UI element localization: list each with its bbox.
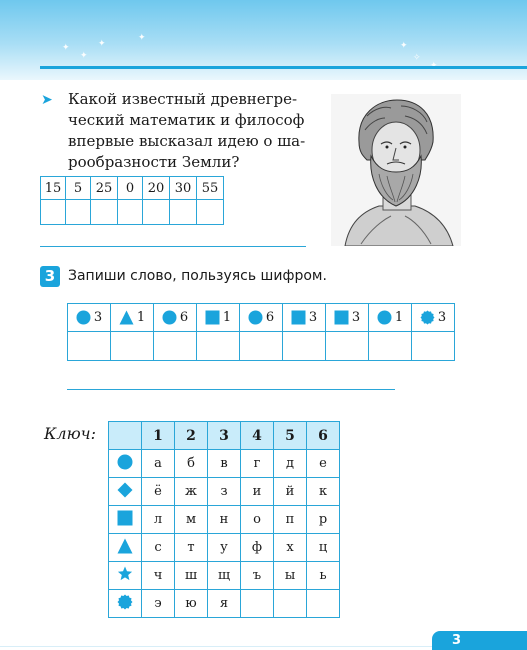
diamond-icon xyxy=(117,482,133,498)
key-letter-cell: х xyxy=(274,534,307,562)
letter-answer-cell[interactable] xyxy=(66,200,91,225)
key-letter-cell: т xyxy=(175,534,208,562)
key-letter-cell: ш xyxy=(175,562,208,590)
key-row xyxy=(109,534,340,562)
key-letter-cell: о xyxy=(241,506,274,534)
key-letter-cell: у xyxy=(208,534,241,562)
key-row xyxy=(109,562,340,590)
number-cell: 25 xyxy=(91,177,118,200)
cipher-number: 1 xyxy=(394,310,404,325)
letter-answer-cell[interactable] xyxy=(170,200,197,225)
key-letter-cell xyxy=(307,590,340,618)
number-answer-table xyxy=(40,176,224,225)
key-label: Ключ: xyxy=(44,424,96,443)
cipher-number: 3 xyxy=(93,310,103,325)
letter-answer-cell[interactable] xyxy=(91,200,118,225)
star-icon: ✦ xyxy=(62,43,70,53)
gear-icon xyxy=(420,310,435,325)
key-letter-cell: с xyxy=(142,534,175,562)
key-shape-cell xyxy=(109,562,142,590)
cipher-number: 1 xyxy=(222,310,232,325)
circle-icon xyxy=(248,310,263,325)
cipher-number: 1 xyxy=(136,310,146,325)
key-letter-cell: й xyxy=(274,478,307,506)
letter-answer-cell[interactable] xyxy=(118,200,143,225)
cipher-table xyxy=(67,303,455,361)
key-letter-cell: я xyxy=(208,590,241,618)
cipher-answer-cell[interactable] xyxy=(283,332,326,361)
number-cell: 0 xyxy=(118,177,143,200)
key-letter-cell: э xyxy=(142,590,175,618)
cipher-answer-cell[interactable] xyxy=(154,332,197,361)
cipher-number: 6 xyxy=(179,310,189,325)
cipher-number: 3 xyxy=(308,310,318,325)
number-cell: 55 xyxy=(197,177,224,200)
key-letter-cell: ф xyxy=(241,534,274,562)
star-icon: ✦ xyxy=(138,33,146,43)
circle-icon xyxy=(76,310,91,325)
key-letter-cell: щ xyxy=(208,562,241,590)
cipher-cell xyxy=(240,304,283,332)
cipher-answer-cell[interactable] xyxy=(412,332,455,361)
key-header-row xyxy=(109,422,340,450)
cipher-number: 3 xyxy=(351,310,361,325)
cipher-cell xyxy=(197,304,240,332)
circle-icon xyxy=(377,310,392,325)
cipher-number: 6 xyxy=(265,310,275,325)
key-column-header: 2 xyxy=(175,422,208,450)
bullet-arrow-icon: ➤ xyxy=(41,92,53,108)
cipher-cell xyxy=(68,304,111,332)
number-cell: 15 xyxy=(41,177,66,200)
cipher-answer-row xyxy=(68,332,455,361)
square-icon xyxy=(205,310,220,325)
answer-line[interactable] xyxy=(40,246,306,247)
star-icon: ✦ xyxy=(80,51,88,61)
key-letter-cell xyxy=(241,590,274,618)
key-letter-cell: в xyxy=(208,450,241,478)
key-letter-cell: ж xyxy=(175,478,208,506)
cipher-answer-cell[interactable] xyxy=(68,332,111,361)
number-cell: 5 xyxy=(66,177,91,200)
key-column-header: 5 xyxy=(274,422,307,450)
key-letter-cell: г xyxy=(241,450,274,478)
cipher-key-table xyxy=(108,421,340,618)
cipher-code-row xyxy=(68,304,455,332)
square-icon xyxy=(334,310,349,325)
header-divider xyxy=(40,66,527,69)
letter-answer-cell[interactable] xyxy=(143,200,170,225)
key-shape-cell xyxy=(109,506,142,534)
key-letter-cell: ё xyxy=(142,478,175,506)
letter-answer-cell[interactable] xyxy=(41,200,66,225)
square-icon xyxy=(117,510,133,526)
key-letter-cell: а xyxy=(142,450,175,478)
footer-divider xyxy=(0,646,432,647)
key-letter-cell: к xyxy=(307,478,340,506)
key-letter-cell: ы xyxy=(274,562,307,590)
key-column-header: 3 xyxy=(208,422,241,450)
circle-icon xyxy=(162,310,177,325)
philosopher-portrait xyxy=(331,94,461,246)
key-letter-cell: ю xyxy=(175,590,208,618)
triangle-icon xyxy=(119,310,134,325)
answer-line[interactable] xyxy=(67,389,395,390)
question-text: Какой известный древнегре- ческий математик и философ впервые высказал идею о ша- рообразности Земли? xyxy=(68,90,306,171)
square-icon xyxy=(291,310,306,325)
star-icon: ✦ xyxy=(400,41,408,51)
cipher-answer-cell[interactable] xyxy=(197,332,240,361)
key-column-header: 6 xyxy=(307,422,340,450)
key-letter-cell: е xyxy=(307,450,340,478)
star-icon: ✧ xyxy=(413,53,421,63)
cipher-cell xyxy=(283,304,326,332)
key-column-header: 1 xyxy=(142,422,175,450)
number-cell: 20 xyxy=(143,177,170,200)
key-letter-cell: ц xyxy=(307,534,340,562)
number-cell: 30 xyxy=(170,177,197,200)
key-letter-cell xyxy=(274,590,307,618)
key-row xyxy=(109,478,340,506)
cipher-answer-cell[interactable] xyxy=(369,332,412,361)
star-icon: ✦ xyxy=(98,39,106,49)
gear-icon xyxy=(117,594,133,610)
key-letter-cell: р xyxy=(307,506,340,534)
key-column-header: 4 xyxy=(241,422,274,450)
key-corner-cell xyxy=(109,422,142,450)
key-letter-cell: ч xyxy=(142,562,175,590)
circle-icon xyxy=(117,454,133,470)
triangle-icon xyxy=(117,538,133,554)
star-icon xyxy=(117,566,133,582)
key-letter-cell: п xyxy=(274,506,307,534)
key-letter-cell: ь xyxy=(307,562,340,590)
key-shape-cell xyxy=(109,534,142,562)
key-row xyxy=(109,590,340,618)
key-letter-cell: м xyxy=(175,506,208,534)
cipher-number: 3 xyxy=(437,310,447,325)
task-number-badge: 3 xyxy=(40,266,60,287)
key-shape-cell xyxy=(109,450,142,478)
cipher-cell xyxy=(412,304,455,332)
key-row xyxy=(109,506,340,534)
key-letter-cell: л xyxy=(142,506,175,534)
key-letter-cell: ъ xyxy=(241,562,274,590)
cipher-answer-cell[interactable] xyxy=(326,332,369,361)
key-letter-cell: и xyxy=(241,478,274,506)
key-letter-cell: б xyxy=(175,450,208,478)
cipher-cell xyxy=(154,304,197,332)
key-shape-cell xyxy=(109,478,142,506)
task-instruction: Запиши слово, пользуясь шифром. xyxy=(68,268,327,284)
cipher-answer-cell[interactable] xyxy=(111,332,154,361)
cipher-cell xyxy=(369,304,412,332)
cipher-cell xyxy=(111,304,154,332)
key-letter-cell: д xyxy=(274,450,307,478)
cipher-cell xyxy=(326,304,369,332)
cipher-answer-cell[interactable] xyxy=(240,332,283,361)
key-letter-cell: з xyxy=(208,478,241,506)
key-letter-cell: н xyxy=(208,506,241,534)
letter-answer-cell[interactable] xyxy=(197,200,224,225)
key-row xyxy=(109,450,340,478)
key-shape-cell xyxy=(109,590,142,618)
page-number: 3 xyxy=(432,631,527,650)
